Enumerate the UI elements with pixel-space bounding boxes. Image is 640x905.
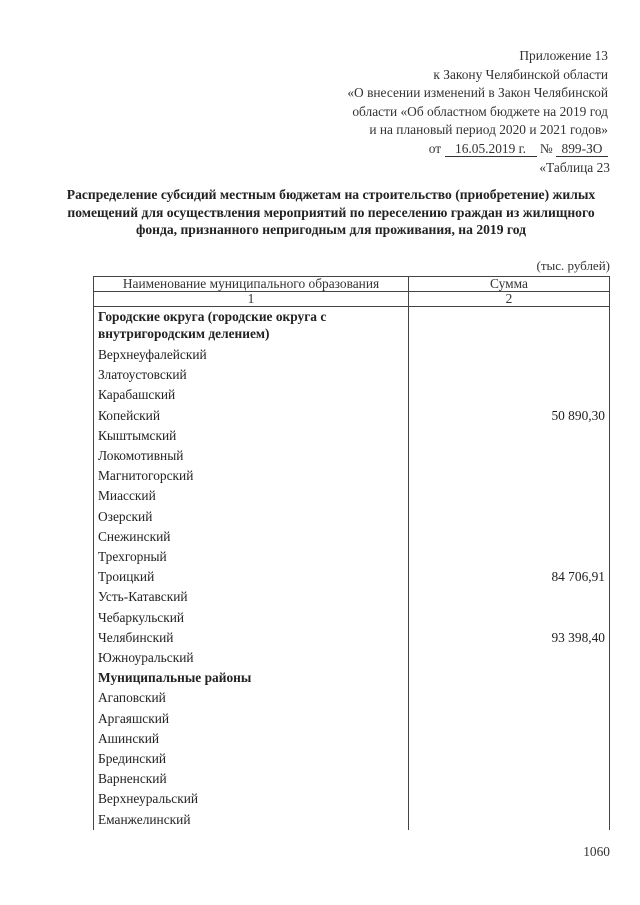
municipality-name: Кыштымский (94, 426, 409, 446)
subsidy-sum (409, 709, 610, 729)
subsidy-sum (409, 385, 610, 405)
subsidy-sum (409, 810, 610, 830)
subsidy-sum (409, 365, 610, 385)
municipality-name: Снежинский (94, 527, 409, 547)
number-prefix: № (539, 140, 553, 156)
subsidy-sum: 50 890,30 (409, 406, 610, 426)
law-date: 16.05.2019 г. (445, 141, 537, 157)
group-heading: Муниципальные районы (94, 668, 409, 688)
subsidy-sum (409, 345, 610, 365)
law-date-number (429, 140, 608, 159)
municipality-name: Варненский (94, 769, 409, 789)
table-row (94, 729, 610, 749)
subsidy-sum (409, 446, 610, 466)
subsidy-sum (409, 769, 610, 789)
municipality-name: Миасский (94, 486, 409, 506)
table-row (94, 385, 610, 405)
table-row (94, 567, 610, 587)
subsidy-sum (409, 587, 610, 607)
table-row (94, 446, 610, 466)
subsidy-sum (409, 749, 610, 769)
table-row (94, 426, 610, 446)
subsidy-sum (409, 608, 610, 628)
subsidy-table (93, 276, 610, 830)
table-row (94, 608, 610, 628)
date-prefix: от (428, 140, 442, 156)
units-label: (тыс. рублей) (536, 258, 610, 273)
municipality-name: Локомотивный (94, 446, 409, 466)
table-row (94, 486, 610, 506)
column-header-name: Наименование муниципального образования (94, 277, 409, 292)
subsidy-sum (409, 466, 610, 486)
page-number: 1060 (583, 844, 610, 859)
table-row (94, 587, 610, 607)
table-row (94, 507, 610, 527)
table-row (94, 406, 610, 426)
municipality-name: Троицкий (94, 567, 409, 587)
subsidy-sum (409, 426, 610, 446)
column-number: 2 (409, 292, 610, 307)
group-row (94, 668, 610, 688)
municipality-name: Аргаяшский (94, 709, 409, 729)
municipality-name: Усть-Катавский (94, 587, 409, 607)
appendix-line: Приложение 13 (519, 48, 608, 63)
municipality-name: Трехгорный (94, 547, 409, 567)
law-reference-line: к Закону Челябинской области (433, 66, 608, 82)
municipality-name: Карабашский (94, 385, 409, 405)
municipality-name: Чебаркульский (94, 608, 409, 628)
appendix-header (347, 47, 608, 158)
municipality-name: Ашинский (94, 729, 409, 749)
municipality-name: Агаповский (94, 688, 409, 708)
municipality-name: Озерский (94, 507, 409, 527)
subsidy-sum: 84 706,91 (409, 567, 610, 587)
table-row (94, 527, 610, 547)
table-name: «Таблица 23 (539, 160, 610, 175)
table-row (94, 628, 610, 648)
table-body (94, 307, 610, 830)
law-title-line: области «Об областном бюджете на 2019 год (352, 103, 608, 119)
table-row (94, 648, 610, 668)
municipality-name: Челябинский (94, 628, 409, 648)
municipality-name: Еманжелинский (94, 810, 409, 830)
table-row (94, 466, 610, 486)
municipality-name: Магнитогорский (94, 466, 409, 486)
municipality-name: Верхнеуральский (94, 789, 409, 809)
table-row (94, 547, 610, 567)
subsidy-sum (409, 688, 610, 708)
law-title-line: «О внесении изменений в Закон Челябинской (347, 85, 608, 100)
subsidy-sum (409, 527, 610, 547)
municipality-name: Верхнеуфалейский (94, 345, 409, 365)
municipality-name: Копейский (94, 406, 409, 426)
table-row (94, 709, 610, 729)
subsidy-sum (409, 648, 610, 668)
table-row (94, 789, 610, 809)
municipality-name: Златоустовский (94, 365, 409, 385)
document-title: Распределение субсидий местным бюджетам на строительство (приобретение) жилых помещений для осуществления мероприятий по переселению граждан из жилищного фонда, признанного непригодным для проживания, на 2019 год (66, 187, 596, 237)
group-heading: Городские округа (городские округа с внутригородским делением) (94, 307, 409, 346)
law-number: 899-ЗО (556, 141, 608, 157)
subsidy-sum (409, 789, 610, 809)
column-number: 1 (94, 292, 409, 307)
subsidy-sum (409, 486, 610, 506)
subsidy-sum: 93 398,40 (409, 628, 610, 648)
table-header-row (94, 277, 610, 292)
table-row (94, 688, 610, 708)
subsidy-sum (409, 729, 610, 749)
municipality-name: Брединский (94, 749, 409, 769)
municipality-name: Южноуральский (94, 648, 409, 668)
table-row (94, 769, 610, 789)
group-row (94, 307, 610, 346)
table-row (94, 365, 610, 385)
subsidy-sum (409, 547, 610, 567)
column-header-sum: Сумма (409, 277, 610, 292)
group-sum-cell (409, 307, 610, 346)
group-sum-cell (409, 668, 610, 688)
law-title-line: и на плановый период 2020 и 2021 годов» (369, 122, 608, 137)
table-row (94, 749, 610, 769)
column-number-row (94, 292, 610, 307)
subsidy-sum (409, 507, 610, 527)
table-row (94, 810, 610, 830)
table-row (94, 345, 610, 365)
